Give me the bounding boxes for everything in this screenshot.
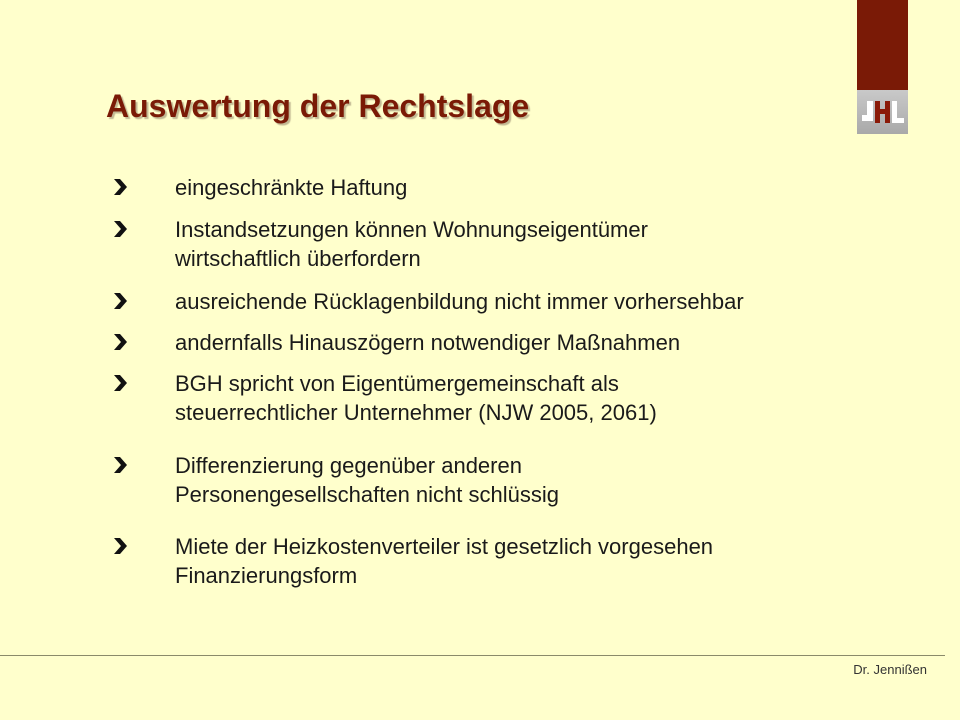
chevron-right-icon (112, 333, 128, 351)
bullet-text: Differenzierung gegenüber anderen Personengesellschaften nicht schlüssig (175, 453, 560, 507)
chevron-right-icon (112, 374, 128, 392)
bullet-text: eingeschränkte Haftung (175, 175, 408, 200)
bullet-text: ausreichende Rücklagenbildung nicht immer vorhersehbar (175, 289, 744, 314)
bullet-text: Instandsetzungen können Wohnungseigentümer wirtschaftlich überfordern (175, 217, 648, 271)
bullet-text: Miete der Heizkostenverteiler ist gesetzlich vorgesehen Finanzierungsform (175, 534, 714, 588)
footer-author: Dr. Jennißen (853, 662, 927, 677)
bullet-text: andernfalls Hinauszögern notwendiger Maßnahmen (175, 330, 681, 355)
brand-bar (857, 0, 908, 90)
chevron-right-icon (112, 292, 128, 310)
bullet-text: BGH spricht von Eigentümergemeinschaft als steuerrechtlicher Unternehmer (NJW 2005, 2061) (175, 371, 657, 425)
chevron-right-icon (112, 456, 128, 474)
chevron-right-icon (112, 178, 128, 196)
slide-title: Auswertung der Rechtslage (106, 88, 530, 124)
jhl-logo-mark (861, 97, 905, 127)
chevron-right-icon (112, 537, 128, 555)
chevron-right-icon (112, 220, 128, 238)
jhl-logo (857, 90, 908, 134)
footer-divider (0, 655, 945, 656)
